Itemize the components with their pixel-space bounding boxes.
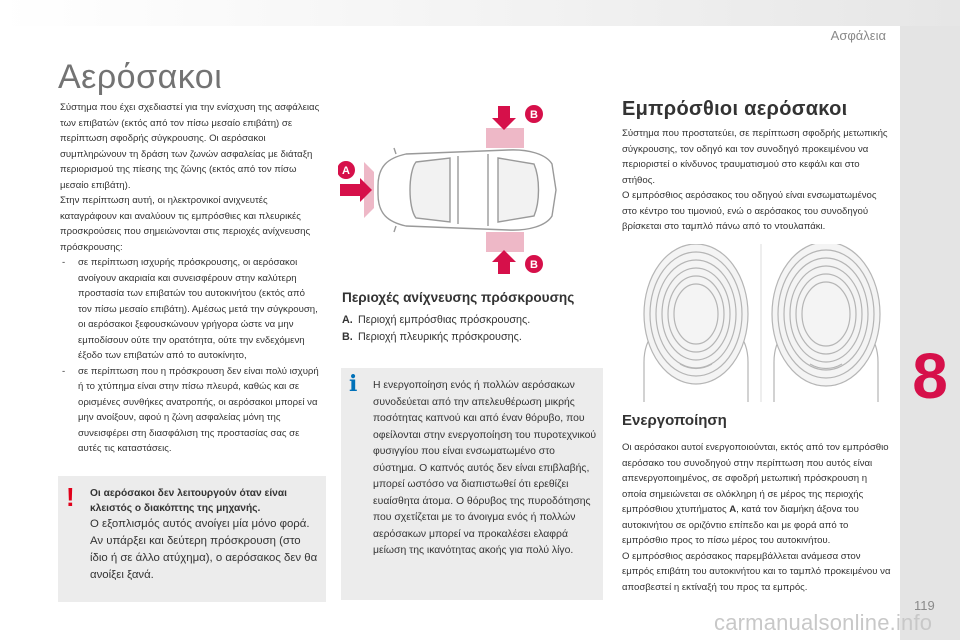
zone-label-b-top xyxy=(525,105,543,123)
zone-item-b-letter: B. xyxy=(342,331,353,343)
zones-title: Περιοχές ανίχνευσης πρόσκρουσης xyxy=(342,290,575,305)
intro-paragraph-2: Στην περίπτωση αυτή, οι ηλεκτρονικοί ανιχνευτές καταγράφουν και αναλύουν τις εμπρόσθιες και πλευρικές προσκρούσεις που σημειώνονται στις περιοχές ανίχνευσης πρόσκρουσης: xyxy=(60,195,311,253)
intro-section xyxy=(60,100,320,457)
front-airbags-figure xyxy=(630,244,892,402)
intro-bullet-1: - σε περίπτωση ισχυρής πρόσκρουσης, οι αερόσακοι ανοίγουν ακαριαία και συνεισφέρουν στην καλύτερη προστασία των επιβατών του αυτοκινήτου (εκτός από τον πίσω μεσαίο επιβάτη). Αμέσως μετά την σύγκρουση, οι αερόσακοι ξεφουσκώνουν γρήγορα ώστε να μην εμποδίσουν ούτε την ορατότητα, ούτε την ενδεχόμενη έξοδο των επιβατών από το αυτοκίνητο, xyxy=(60,255,320,364)
warning-bold-text: Οι αερόσακοι δεν λειτουργούν όταν είναι κλειστός ο διακόπτης της μηχανής. xyxy=(90,488,287,514)
activation-text xyxy=(622,440,894,595)
car-impact-zones-figure xyxy=(338,104,588,276)
watermark: carmanualsonline.info xyxy=(714,610,933,635)
zone-item-a xyxy=(342,314,530,326)
activation-paragraph-1-end: , κατά τον διαμήκη άξονα του αυτοκινήτου σε οριζόντιο επίπεδο και με φορά από το εμπρόσθιο προς το πίσω μέρος του αυτοκινήτου. xyxy=(622,504,859,546)
intro-paragraph-1: Σύστημα που έχει σχεδιαστεί για την ενίσχυση της ασφάλειας των επιβατών (εκτός από τον πίσω μεσαίο επιβάτη) σε περίπτωση σφοδρής σύγκρουσης. Οι αερόσακοι συμπληρώνουν τη δράση των ζωνών ασφαλείας με διάταξη περιορισμού της πίεσης της ζώνης (εκτός από τον πίσω μεσαίο επιβάτη). xyxy=(60,102,320,191)
warning-text: Ο εξοπλισμός αυτός ανοίγει μία μόνο φορά. Αν υπάρξει και δεύτερη πρόσκρουση (στο ίδιο ή σε άλλο ατύχημα), ο αερόσακος δεν θα ανοίξει ξανά. xyxy=(90,518,318,581)
activation-paragraph-1-start: Οι αερόσακοι αυτοί ενεργοποιούνται, εκτός από τον εμπρόσθιο αερόσακο του συνοδηγού στην περίπτωση που αυτός είναι απενεργοποιημένος, σε σφοδρή μετωπική πρόσκρουση η οποία σημειώνεται σε ολόκληρη ή σε μέρος της περιοχής εμπρόσθιου χτυπήματος xyxy=(622,442,889,515)
intro-bullet-2: - σε περίπτωση που η πρόσκρουση δεν είναι πολύ ισχυρή ή το χτύπημα είναι στην πίσω πλευρά, καθώς και σε ορισμένες συνθήκες ανατροπής, οι αερόσακοι μπορεί να μην ανοίξουν, αφού η ζώνη ασφαλείας μόνη της συνεισφέρει στη διασφάλιση της προστασίας σας σε αυτές τις καταστάσεις. xyxy=(60,364,320,457)
zone-item-a-text: Περιοχή εμπρόσθιας πρόσκρουσης. xyxy=(358,314,531,326)
side-impact-zone-top xyxy=(486,128,524,148)
page-title: Αερόσακοι xyxy=(58,58,223,96)
activation-paragraph-2: Ο εμπρόσθιος αερόσακος παρεμβάλλεται ανάμεσα στον εμπρός επιβάτη του αυτοκινήτου και το ταμπλό προκειμένου να αποσβεστεί η εκτίναξή του προς τα εμπρός. xyxy=(622,550,891,593)
zone-label-b-bottom xyxy=(525,255,543,273)
info-icon: i xyxy=(349,371,358,397)
header-band xyxy=(0,0,960,26)
chapter-tab xyxy=(900,26,960,640)
chapter-number: 8 xyxy=(912,340,948,412)
exclamation-icon: ! xyxy=(66,482,75,512)
front-airbags-title: Εμπρόσθιοι αερόσακοι xyxy=(622,98,848,120)
zone-label-a-text: A xyxy=(342,165,350,177)
activation-zone-letter: A xyxy=(729,504,737,515)
front-airbags-paragraph-2: Ο εμπρόσθιος αερόσακος του οδηγού είναι ενσωματωμένος στο κέντρο του τιμονιού, ενώ ο αερόσακος του συνοδηγού βρίσκεται στο ταμπλό πάνω από το ντουλαπάκι. xyxy=(622,190,877,232)
info-box xyxy=(341,368,603,600)
zone-label-a xyxy=(338,161,355,179)
zone-item-b-text: Περιοχή πλευρικής πρόσκρουσης. xyxy=(358,331,522,343)
activation-paragraph-1 xyxy=(622,440,894,549)
zone-item-a-letter: A. xyxy=(342,314,353,326)
intro-bullet-list xyxy=(60,255,320,457)
zone-item-b xyxy=(342,331,522,343)
zone-label-b-bottom-text: B xyxy=(530,259,538,271)
front-airbags-paragraph-1: Σύστημα που προστατεύει, σε περίπτωση σφοδρής μετωπικής σύγκρουσης, τον οδηγό και τον συνοδηγό προκειμένου να περιοριστεί ο κίνδυνος τραυματισμού στο κεφάλι και στο στήθος. xyxy=(622,128,888,186)
chapter-title: Ασφάλεια xyxy=(830,28,886,43)
front-airbags-text xyxy=(622,126,894,235)
warning-box xyxy=(58,476,326,602)
side-impact-zone-bottom xyxy=(486,232,524,252)
zone-label-b-top-text: B xyxy=(530,109,538,121)
page-number: 119 xyxy=(914,598,935,613)
info-text: Η ενεργοποίηση ενός ή πολλών αερόσακων συνοδεύεται από την απελευθέρωση μικρής ποσότητας καπνού και από έναν θόρυβο, που οφείλονται στην ενεργοποίηση του πυροτεχνικού φυσιγγίου που είναι ενσωματωμένο στο σύστημα. Ο καπνός αυτός δεν είναι επιβλαβής, μπορεί ωστόσο να διαπιστωθεί ότι ερεθίζει ευαίσθητα άτομα. Ο θόρυβος της πυροδότησης που σχετίζεται με το άνοιγμα ενός ή πολλών αερόσακων μπορεί να προκαλέσει ελαφρά μείωση της ικανότητας ακοής για πολύ λίγο. xyxy=(373,380,597,556)
activation-title: Ενεργοποίηση xyxy=(622,412,727,429)
car-top-view xyxy=(378,148,556,232)
